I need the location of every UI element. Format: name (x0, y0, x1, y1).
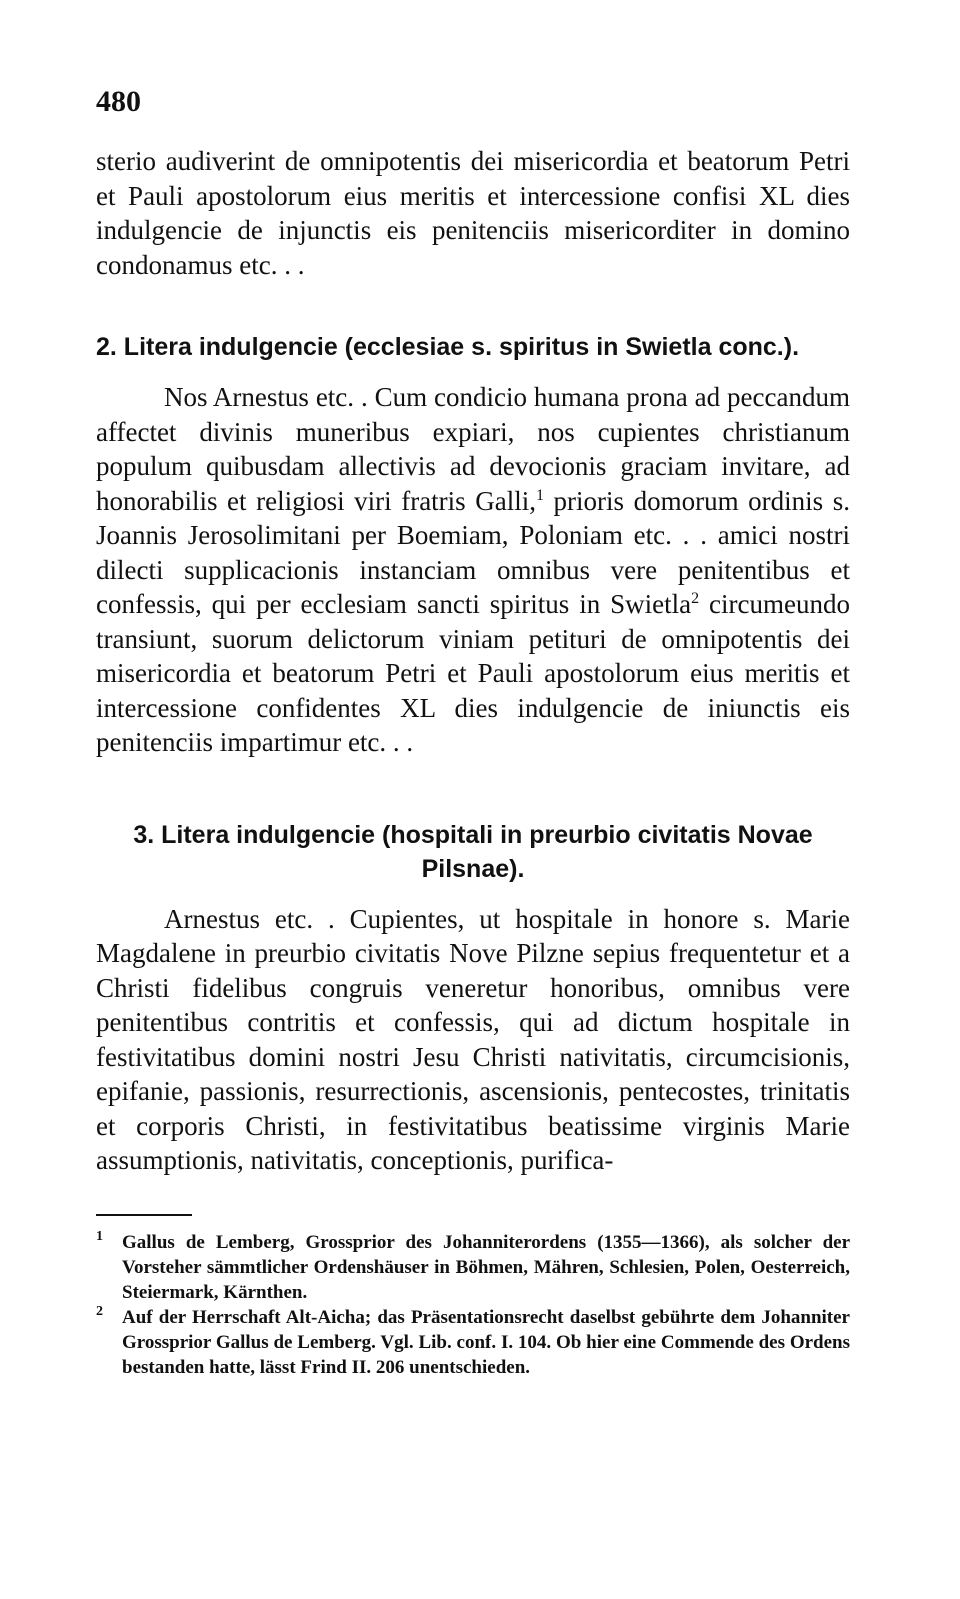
spacer (96, 760, 850, 818)
section-heading-3: 3. Litera indulgencie (hospitali in preurbio civitatis Novae Pilsnae). (133, 820, 813, 883)
paragraph-2-part-a: Nos Arnestus etc. . Cum condicio humana prona ad peccandum affectet divinis muneribus expiari, nos cupientes christianum populum quibusdam allectivis ad devocionis graciam invitare, ad honorabilis et religiosi viri fratris Galli, (96, 382, 850, 516)
document-page (96, 84, 850, 1380)
paragraph-1: sterio audiverint de omnipotentis dei misericordia et beatorum Petri et Pauli apostolorum eius meritis et intercessione confisi XL dies indulgencie de injunctis eis penitenciis misericorditer in domino condonamus etc. . . (96, 146, 850, 280)
page-number: 480 (96, 85, 141, 118)
paragraph-2-part-c: circumeundo transiunt, suorum delictorum viniam petituri de omnipotentis dei misericordia et beatorum Petri et Pauli apostolorum eius meritis et intercessione confidentes XL dies indulgencie de iniunctis eis penitenciis impartimur etc. . . (96, 589, 850, 757)
footnote-text: Auf der Herrschaft Alt-Aicha; das Präsentationsrecht daselbst gebührte dem Johanniter Grossprior Gallus de Lemberg. Vgl. Lib. conf. I. 104. Ob hier eine Commende des Ordens bestanden hatte, lässt Frind II. 206 unentschieden. (122, 1306, 850, 1378)
footnote-reference-1: 1 (535, 486, 544, 504)
section-heading-2: 2. Litera indulgencie (ecclesiae s. spiritus in Swietla conc.). (96, 333, 800, 361)
spacer (96, 886, 850, 902)
footnote-1: 1 Gallus de Lemberg, Grossprior des Johanniterordens (1355—1366), als solcher der Vorsteher sämmtlicher Ordenshäuser in Böhmen, Mähren, Schlesien, Polen, Oesterreich, Steiermark, Kärnthen. (96, 1229, 850, 1303)
footnote-reference-2: 2 (691, 590, 700, 607)
paragraph-2 (96, 380, 850, 760)
spacer (96, 364, 850, 380)
paragraph-2-part-b: prioris domorum ordinis s. Joannis Jerosolimitani per Boemiam, Poloniam etc. . . amici nostri dilecti supplicacionis instanciam omnibus vere penitentibus et confessis, qui per ecclesiam sancti spiritus in Swietla (96, 485, 850, 619)
footnote-text: Gallus de Lemberg, Grossprior des Johanniterordens (1355—1366), als solcher der Vorsteher sämmtlicher Ordenshäuser in Böhmen, Mähren, Schlesien, Polen, Oesterreich, Steiermark, Kärnthen. (122, 1231, 850, 1303)
paragraph-3: Arnestus etc. . Cupientes, ut hospitale in honore s. Marie Magdalene in preurbio civitatis Nove Pilzne sepius frequentetur et a Christi fidelibus congruis veneretur honoribus, omnibus vere penitentibus contritis et confessis, qui ad dictum hospitale in festivitatibus domini nostri Jesu Christi nativitatis, circumcisionis, epifanie, passionis, resurrectionis, ascensionis, pentecostes, trinitatis et corporis Christi, in festivitatibus beatissime virginis Marie assumptionis, nativitatis, conceptionis, purifica- (96, 903, 850, 1175)
footnote-2: 2 Auf der Herrschaft Alt-Aicha; das Präsentationsrecht daselbst gebührte dem Johanniter Grossprior Gallus de Lemberg. Vgl. Lib. conf. I. 104. Ob hier eine Commende des Ordens bestanden hatte, lässt Frind II. 206 unentschieden. (96, 1304, 850, 1378)
spacer (96, 282, 850, 330)
footnote-separator (96, 1214, 192, 1216)
